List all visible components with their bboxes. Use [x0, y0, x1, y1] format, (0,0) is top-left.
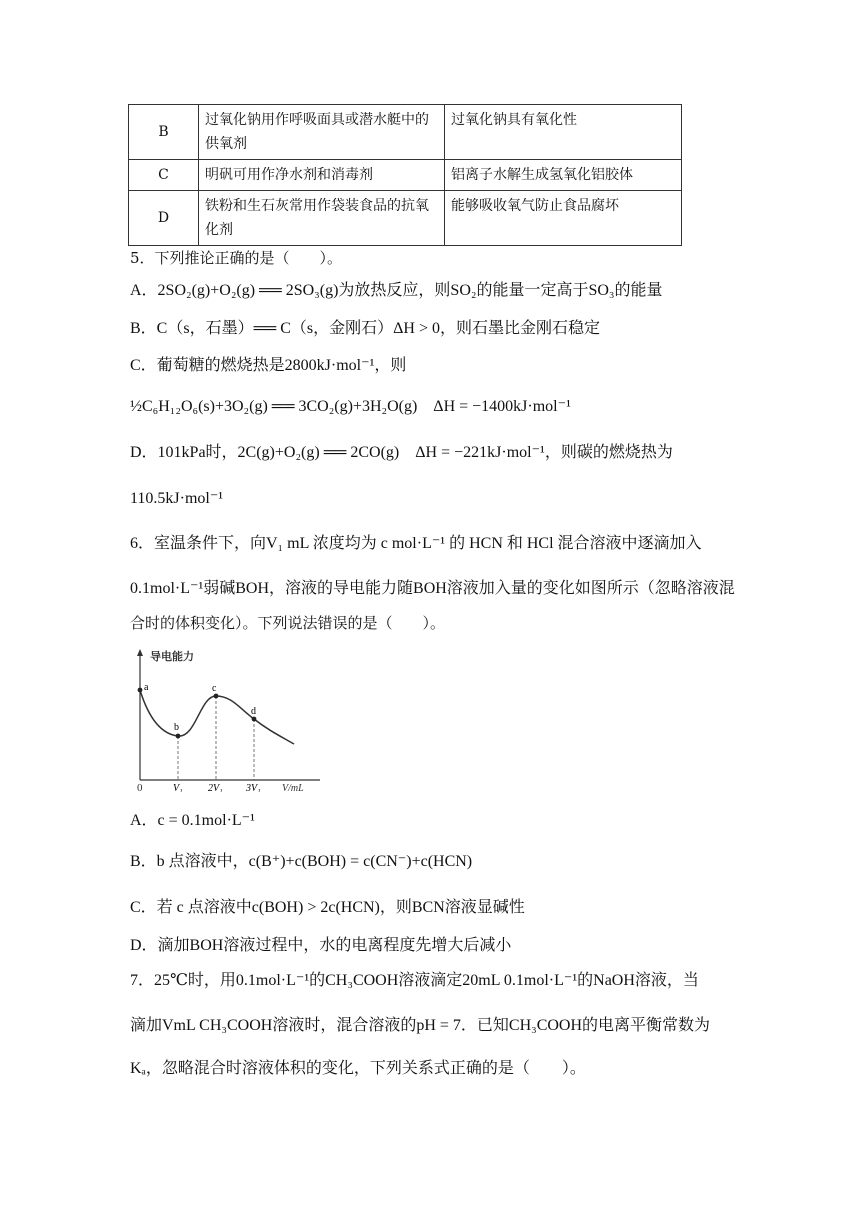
- q6-stem-line1: 6．室温条件下，向V₁ mL 浓度均为 c mol·L⁻¹ 的 HCN 和 HCl 混合溶液中逐滴加入: [130, 535, 702, 552]
- q6-option-a: A．c = 0.1mol·L⁻¹: [130, 812, 255, 829]
- row-label: B: [129, 105, 199, 160]
- table-row: [129, 105, 682, 160]
- row-reason: 能够吸收氧气防止食品腐坏: [445, 191, 682, 246]
- q6-option-d: D．滴加BOH溶液过程中，水的电离程度先增大后减小: [130, 937, 512, 954]
- x-axis-label: V/mL: [282, 783, 304, 792]
- tick-2v1: 2V₁: [208, 783, 223, 792]
- row-statement: 明矾可用作净水剂和消毒剂: [199, 160, 445, 191]
- point-a: [138, 688, 143, 693]
- table-row: [129, 160, 682, 191]
- q5-option-a: A．2SO₂(g)+O₂(g) ══ 2SO₃(g)为放热反应，则SO₂的能量一定高于SO₃的能量: [130, 282, 663, 299]
- row-statement: 铁粉和生石灰常用作袋装食品的抗氧化剂: [199, 191, 445, 246]
- row-statement: 过氧化钠用作呼吸面具或潜水艇中的供氧剂: [199, 105, 445, 160]
- q6-stem-line3: 合时的体积变化）。下列说法错误的是（ ）。: [130, 614, 446, 632]
- q5-stem: 5．下列推论正确的是（ ）。: [130, 249, 343, 267]
- point-d: [252, 717, 257, 722]
- label-a: a: [144, 682, 149, 693]
- q5-option-b: B．C（s，石墨）══ C（s，金刚石）ΔH > 0，则石墨比金刚石稳定: [130, 320, 601, 337]
- point-c: [214, 694, 219, 699]
- row-reason: 过氧化钠具有氧化性: [445, 105, 682, 160]
- y-axis-arrow: [137, 649, 143, 656]
- point-b: [176, 734, 181, 739]
- table-row: [129, 191, 682, 246]
- options-table: [128, 104, 682, 246]
- q5-option-d: D．101kPa时，2C(g)+O₂(g) ══ 2CO(g) ΔH = −221kJ·mol⁻¹，则碳的燃烧热为: [130, 444, 673, 461]
- label-c: c: [212, 683, 217, 694]
- q6-option-c: C．若 c 点溶液中c(BOH) > 2c(HCN)，则BCN溶液显碱性: [130, 899, 525, 916]
- row-reason: 铝离子水解生成氢氧化铝胶体: [445, 160, 682, 191]
- q6-stem-line2: 0.1mol·L⁻¹弱碱BOH，溶液的导电能力随BOH溶液加入量的变化如图所示（忽略溶液混: [130, 580, 735, 597]
- q7-stem-line1: 7．25℃时，用0.1mol·L⁻¹的CH₃COOH溶液滴定20mL 0.1mol·L⁻¹的NaOH溶液，当: [130, 972, 699, 989]
- q7-stem-line2: 滴加VmL CH₃COOH溶液时，混合溶液的pH = 7．已知CH₃COOH的电离平衡常数为: [130, 1017, 711, 1034]
- tick-v1: V₁: [173, 783, 183, 792]
- q7-stem-line3: Kₐ，忽略混合时溶液体积的变化，下列关系式正确的是（ ）。: [130, 1060, 586, 1077]
- q6-option-b: B．b 点溶液中，c(B⁺)+c(BOH) = c(CN⁻)+c(HCN): [130, 853, 473, 870]
- label-b: b: [174, 722, 179, 733]
- q5-option-c: C．葡萄糖的燃烧热是2800kJ·mol⁻¹，则: [130, 357, 407, 374]
- tick-3v1: 3V₁: [246, 783, 261, 792]
- label-d: d: [251, 706, 256, 717]
- conductivity-graph: [128, 646, 328, 792]
- y-axis-label: 导电能力: [150, 650, 194, 663]
- origin-label: 0: [137, 782, 143, 792]
- q5-option-c-equation: ½C₆H₁₂O₆(s)+3O₂(g) ══ 3CO₂(g)+3H₂O(g) ΔH = −1400kJ·mol⁻¹: [130, 398, 571, 415]
- q5-option-d-cont: 110.5kJ·mol⁻¹: [130, 490, 224, 507]
- row-label: C: [129, 160, 199, 191]
- row-label: D: [129, 191, 199, 246]
